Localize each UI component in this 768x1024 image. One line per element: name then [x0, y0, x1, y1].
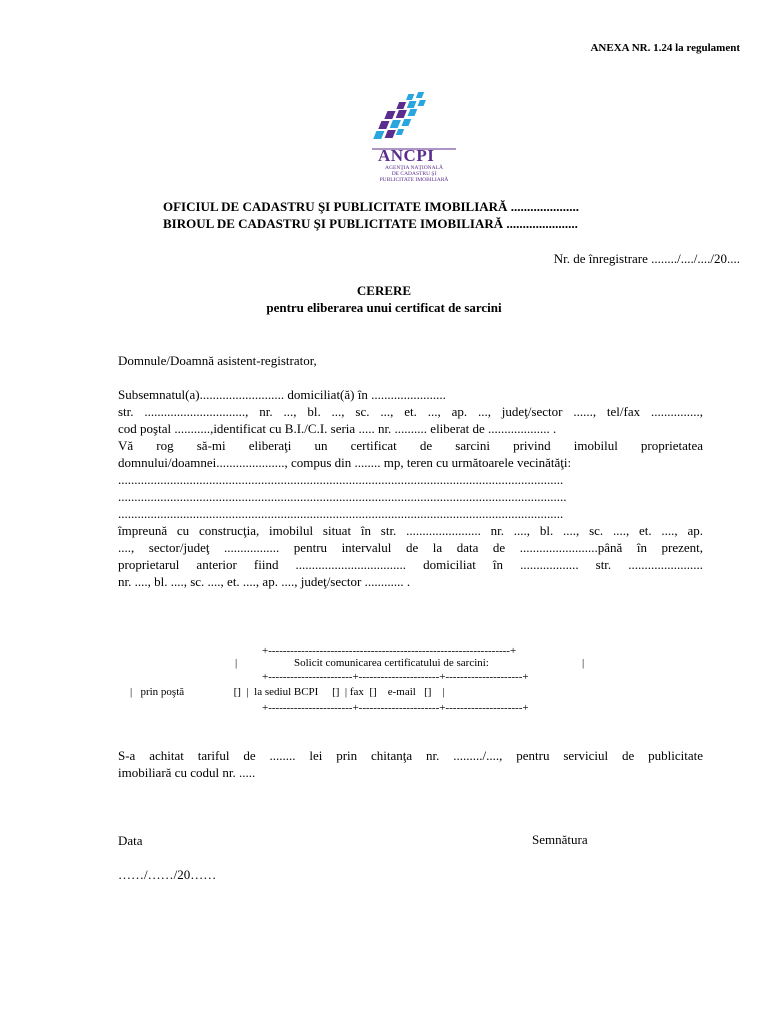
registration-number: Nr. de înregistrare ......../..../..../20....	[553, 251, 740, 266]
body-line: str. ..............................., nr. ..., bl. ..., sc. ..., et. ..., ap. ..., judeţ/sector ......, tel/fax ...............,	[118, 404, 703, 419]
logo-subtitle	[366, 165, 462, 183]
body-line: domnului/doamnei....................., compus din ........ mp, teren cu următoarele vecinătăţi:	[118, 455, 572, 470]
box-header-text: Solicit comunicarea certificatului de sarcini:	[294, 657, 489, 669]
logo-subtitle-line2: DE CADASTRU ŞI	[391, 171, 437, 177]
body-line: împreună cu construcţia, imobilul situat în str. ....................... nr. ...., bl. ...., sc. ...., et. ...., ap.	[118, 523, 703, 538]
document-title: CERERE	[356, 283, 412, 298]
box-bottom-border: +-----------------------+----------------------+---------------------+	[262, 702, 529, 714]
body-line: proprietarul anterior fiind .................................. domiciliat în .................. str. .......................	[118, 557, 703, 572]
logo-subtitle-line3: PUBLICITATE IMOBILIARĂ	[379, 177, 449, 183]
signature-label: Semnătura	[532, 832, 588, 847]
box-top-border: +------------------------------------------------------------------+	[262, 645, 517, 657]
document-subtitle: pentru eliberarea unui certificat de sarcini	[266, 300, 502, 315]
body-line: ...., sector/judeţ ................. pentru intervalul de la data de ........................până în prezent,	[118, 540, 703, 555]
ancpi-logo	[366, 90, 462, 188]
body-line: nr. ...., bl. ...., sc. ...., et. ...., ap. ...., judeţ/sector ............ .	[118, 574, 411, 589]
annex-label: ANEXA NR. 1.24 la regulament	[590, 42, 740, 54]
body-line: .........................................................................................................................................	[118, 506, 564, 521]
body-line: cod poştal ...........,identificat cu B.I./C.I. seria ..... nr. .......... eliberat de ................... .	[118, 421, 557, 436]
box-mid-border: +-----------------------+----------------------+---------------------+	[262, 671, 529, 683]
box-left-pipe: |	[235, 657, 238, 669]
office-line: OFICIUL DE CADASTRU ŞI PUBLICITATE IMOBILIARĂ .....................	[163, 199, 579, 214]
bureau-line: BIROUL DE CADASTRU ŞI PUBLICITATE IMOBILIARĂ ......................	[163, 216, 578, 231]
box-options-row: | prin poştă [] | la sediul BCPI [] | fax [] e-mail [] |	[130, 686, 445, 698]
payment-line: S-a achitat tariful de ........ lei prin chitanţa nr. ........./...., pentru serviciul de publicitate	[118, 748, 703, 763]
body-line: .........................................................................................................................................	[118, 472, 564, 487]
body-line: ..........................................................................................................................................	[118, 489, 567, 504]
date-label: Data	[118, 833, 143, 848]
payment-line: imobiliară cu codul nr. .....	[118, 765, 256, 780]
body-line: Subsemnatul(a).......................... domiciliat(ă) în .......................	[118, 387, 446, 402]
logo-subtitle-line1: AGENŢIA NAŢIONALĂ	[385, 165, 443, 171]
logo-name: ANCPI	[378, 146, 435, 165]
salutation: Domnule/Doamnă asistent-registrator,	[118, 353, 317, 368]
box-right-pipe: |	[582, 657, 585, 669]
body-line: Vă rog să-mi eliberaţi un certificat de sarcini privind imobilul proprietatea	[118, 438, 703, 453]
date-value: ……/……/20……	[118, 867, 217, 882]
